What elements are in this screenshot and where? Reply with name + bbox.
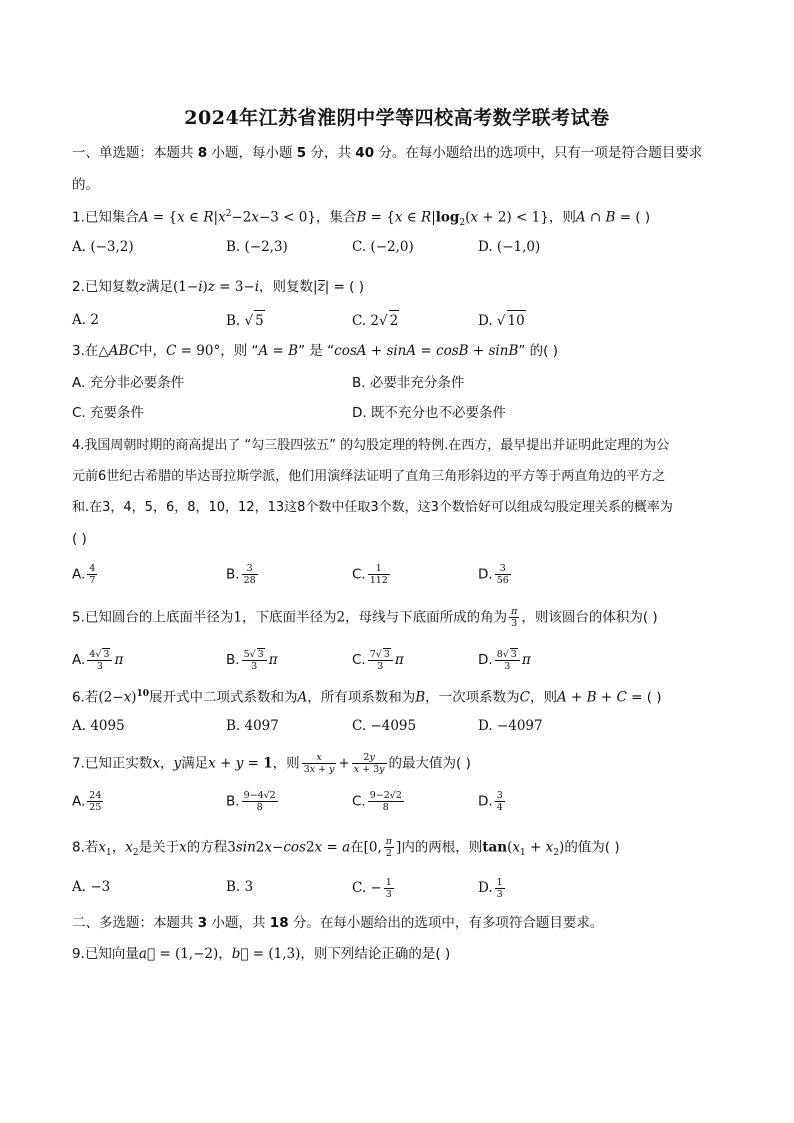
q5-option-a: A. $\frac{4√ 3}{3}$ π: [72, 649, 124, 672]
q8-option-c: C. − $\frac{1}{3}$: [352, 877, 392, 900]
q8-option-d: D. $\frac{1}{3}$: [478, 877, 503, 900]
question-7: 7.已知正实数x，y满足x + y = 1，则 $\frac{x}{3x + y}$ + $\frac{2y}{x + 3y}$ 的最大值为( ): [72, 752, 471, 775]
question-6: 6.若$(2-x)^{10}$展开式中二项式系数和为A，所有项系数和为B，一次项系数为C，则A + B + C = ( ): [72, 689, 662, 706]
question-4-line4: ( ): [72, 531, 87, 547]
q2-option-a: A. 2: [72, 312, 99, 328]
q4-option-d: D. $\frac{3}{56}$: [478, 563, 509, 586]
section1-header: 一、单选题：本题共 8 小题，每小题 5 分，共 40 分。在每小题给出的选项中，只有一项是符合题目要求: [72, 145, 703, 161]
q8-option-a: A. −3: [72, 879, 111, 895]
section1-header-cont: 的。: [72, 177, 99, 193]
q5-option-d: D. $\frac{8√ 3}{3}$ π: [478, 649, 531, 672]
q4-option-b: B. $\frac{3}{28}$: [226, 563, 256, 586]
q2-option-d: D. √ 10: [478, 310, 526, 331]
q6-option-a: A. 4095: [72, 718, 125, 734]
question-4-line3: 和.在3，4，5，6，8，10，12，13这8个数中任取3个数，这3个数恰好可以组成勾股定理关系的概率为: [72, 500, 673, 515]
question-4: 4.我国周朝时期的商高提出了 “勾三股四弦五” 的勾股定理的特例.在西方，最早提出并证明此定理的为公: [72, 438, 670, 453]
question-5: 5.已知圆台的上底面半径为1，下底面半径为2，母线与下底面所成的角为 $\frac{\pi}{3}$ ，则该圆台的体积为( ): [72, 606, 658, 629]
question-9: 9.已知向量a⃗ = (1,−2)，b⃗ = (1,3)，则下列结论正确的是( ): [72, 946, 451, 962]
question-1: 1.已知集合A = {x ∈ $R|x^2-2x-3 < 0$}，集合B = {x ∈ $R|\log_2(x + 2) < 1$}，则A ∩ B = ( ): [72, 209, 651, 229]
q6-option-c: C. −4095: [352, 718, 417, 734]
section2-header: 二、多选题：本题共 3 小题，共 18 分。在每小题给出的选项中，有多项符合题目要求。: [72, 915, 604, 931]
q5-option-b: B. $\frac{5√ 3}{3}$ π: [226, 649, 278, 672]
q7-option-c: C. $\frac{9-2√2}{8}$: [352, 790, 402, 813]
q6-option-b: B. 4097: [226, 718, 279, 734]
page-title: 2024年江苏省淮阴中学等四校高考数学联考试卷: [184, 107, 610, 129]
q1-option-a: A. (−3,2): [72, 239, 134, 255]
question-3: 3.在△ABC中，C = 90°，则 “A = B” 是 “cosA + sinA = cosB + sinB” 的( ): [72, 343, 558, 359]
q1-option-c: C. (−2,0): [352, 239, 414, 255]
q3-option-b: B. 必要非充分条件: [352, 375, 465, 391]
q2-option-c: C. 2√ 2: [352, 310, 399, 331]
q4-option-a: A. $\frac{4}{7}$: [72, 563, 96, 586]
q3-option-c: C. 充要条件: [72, 405, 145, 421]
q3-option-a: A. 充分非必要条件: [72, 375, 185, 391]
question-4-line2: 元前6世纪古希腊的毕达哥拉斯学派，他们用演绎法证明了直角三角形斜边的平方等于两直角边的平方之: [72, 469, 666, 484]
question-2: 2.已知复数z满足(1−i)z = 3−i，则复数|z| = ( ): [72, 279, 365, 295]
q6-option-d: D. −4097: [478, 718, 543, 734]
question-8: 8.若$x_1$，$x_2$是关于x的方程3sin2x−cos2x = a在[0, $\frac{\pi}{2}$ ]内的两根，则$\tan(x_1 + x_2)$的值为( ): [72, 836, 620, 859]
q5-option-c: C. $\frac{7√ 3}{3}$ π: [352, 649, 404, 672]
q2-option-b: B. √ 5: [226, 310, 265, 331]
q4-option-c: C. $\frac{1}{112}$: [352, 563, 388, 586]
q7-option-d: D. $\frac{3}{4}$: [478, 790, 503, 813]
q1-option-b: B. (−2,3): [226, 239, 288, 255]
q1-option-d: D. (−1,0): [478, 239, 541, 255]
q8-option-b: B. 3: [226, 879, 254, 895]
q7-option-a: A. $\frac{24}{25}$: [72, 790, 102, 813]
q3-option-d: D. 既不充分也不必要条件: [352, 405, 506, 421]
q7-option-b: B. $\frac{9-4√2}{8}$: [226, 790, 276, 813]
